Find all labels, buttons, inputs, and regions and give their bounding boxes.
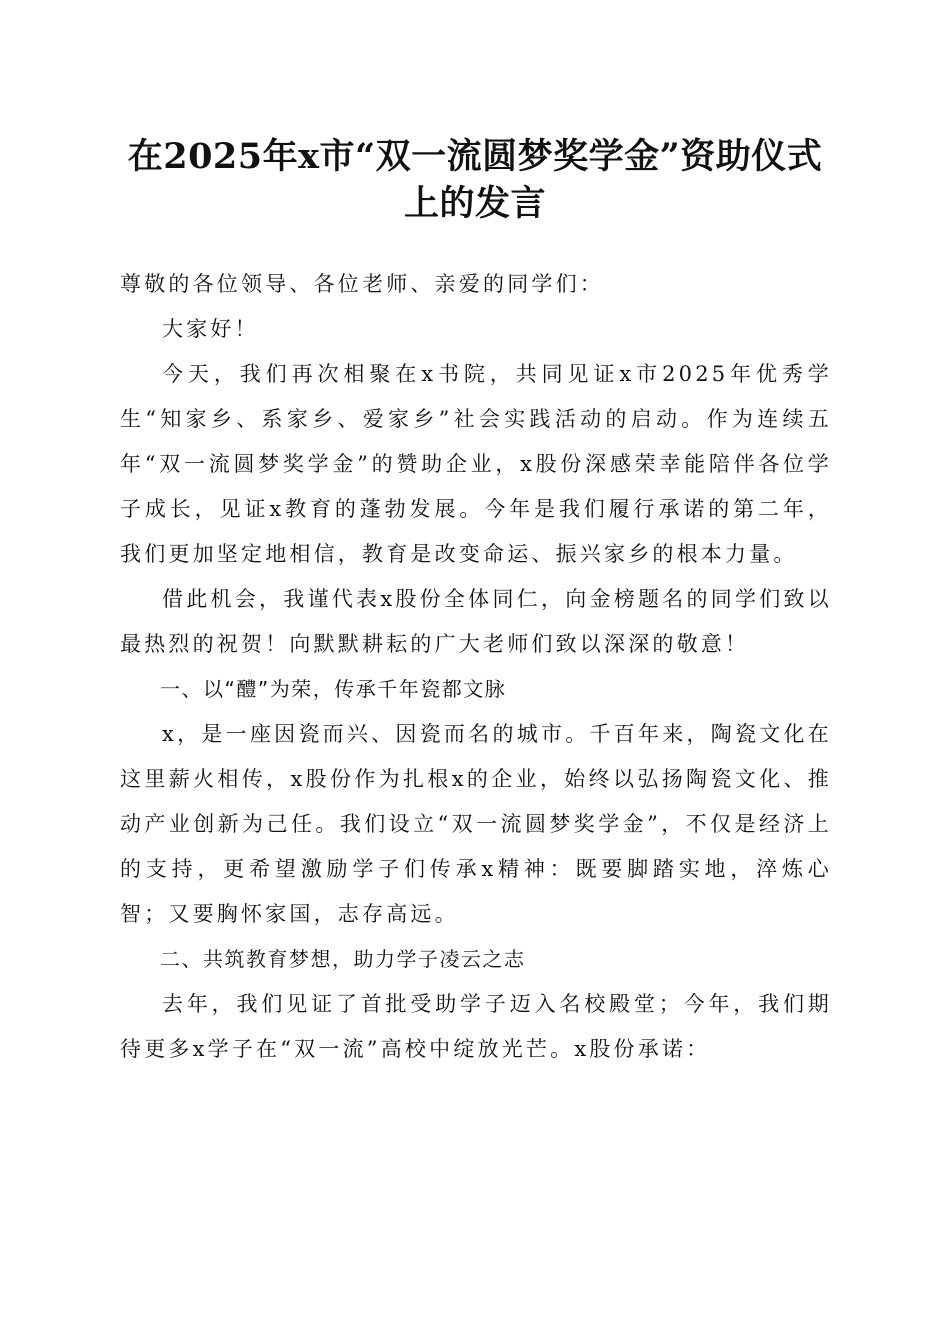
intro-paragraph: 今天，我们再次相聚在x书院，共同见证x市2025年优秀学生“知家乡、系家乡、爱家乡”社会实践活动的启动。作为连续五年“双一流圆梦奖学金”的赞助企业，x股份深感荣幸能陪伴各位学子成长，见证x教育的蓬勃发展。今年是我们履行承诺的第二年，我们更加坚定地相信，教育是改变命运、振兴家乡的根本力量。: [120, 362, 832, 566]
section-1-heading: 一、以“醴”为荣，传承千年瓷都文脉: [160, 677, 507, 701]
document-body: [120, 262, 832, 1072]
document-title: 在2025年x市“双一流圆梦奖学金”资助仪式上的发言: [127, 136, 823, 224]
section-1-paragraph: x，是一座因瓷而兴、因瓷而名的城市。千百年来，陶瓷文化在这里薪火相传，x股份作为扎根x的企业，始终以弘扬陶瓷文化、推动产业创新为己任。我们设立“双一流圆梦奖学金”，不仅是经济上的支持，更希望激励学子们传承x精神：既要脚踏实地，淬炼心智；又要胸怀家国，志存高远。: [120, 722, 832, 926]
salutation: 尊敬的各位领导、各位老师、亲爱的同学们：: [120, 272, 604, 296]
thanks-paragraph: 借此机会，我谨代表x股份全体同仁，向金榜题名的同学们致以最热烈的祝贺！向默默耕耘的广大老师们致以深深的敬意！: [120, 587, 832, 656]
greeting: 大家好！: [162, 317, 259, 341]
section-2-heading: 二、共筑教育梦想，助力学子凌云之志: [160, 947, 526, 971]
section-2-paragraph: 去年，我们见证了首批受助学子迈入名校殿堂；今年，我们期待更多x学子在“双一流”高校中绽放光芒。x股份承诺：: [120, 992, 832, 1061]
